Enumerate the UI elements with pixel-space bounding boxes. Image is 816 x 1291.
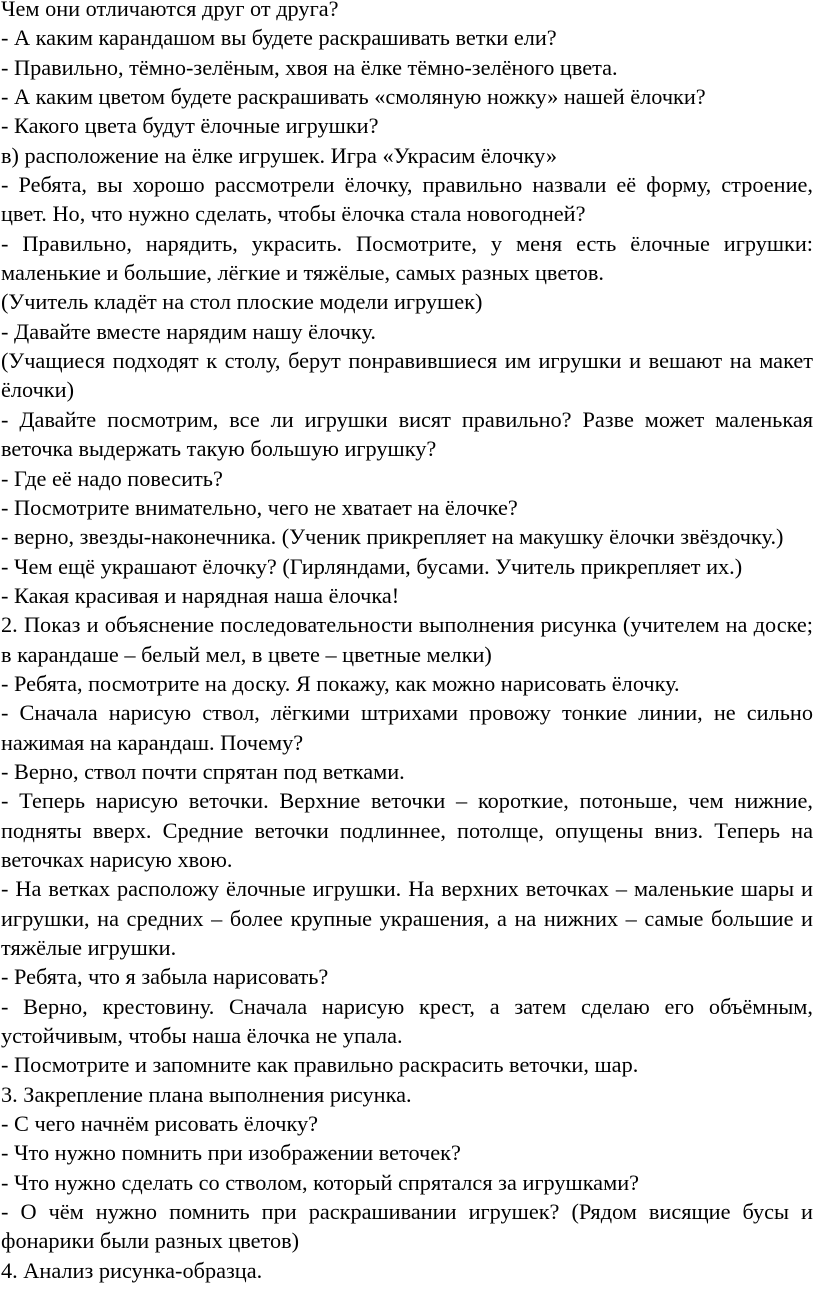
paragraph: - Сначала нарисую ствол, лёгкими штрихами провожу тонкие линии, не сильно нажимая на карандаш. Почему?	[1, 700, 813, 755]
paragraph: - Чем ещё украшают ёлочку? (Гирляндами, бусами. Учитель прикрепляет их.)	[1, 553, 743, 579]
paragraph: Чем они отличаются друг от друга?	[1, 0, 339, 21]
paragraph: - Правильно, тёмно-зелёным, хвоя на ёлке тёмно-зелёного цвета.	[1, 54, 618, 80]
paragraph: (Учитель кладёт на стол плоские модели игрушек)	[1, 289, 483, 315]
paragraph: - На ветках расположу ёлочные игрушки. На верхних веточках – маленькие шары и игрушки, на средних – более крупные украшения, а на нижних – самые большие и тяжёлые игрушки.	[1, 876, 813, 960]
paragraph: (Учащиеся подходят к столу, берут понравившиеся им игрушки и вешают на макет ёлочки)	[1, 348, 813, 403]
paragraph: 2. Показ и объяснение последовательности выполнения рисунка (учителем на доске; в карандаше – белый мел, в цвете – цветные мелки)	[1, 612, 813, 667]
paragraph: - верно, звезды-наконечника. (Ученик прикрепляет на макушку ёлочки звёздочку.)	[1, 524, 784, 550]
paragraph: - Какая красивая и нарядная наша ёлочка!	[1, 582, 400, 608]
paragraph: - Давайте посмотрим, все ли игрушки висят правильно? Разве может маленькая веточка выдержать такую большую игрушку?	[1, 406, 813, 462]
paragraph: - Правильно, нарядить, украсить. Посмотрите, у меня есть ёлочные игрушки: маленькие и большие, лёгкие и тяжёлые, самых разных цветов.	[1, 230, 813, 286]
paragraph: - Ребята, посмотрите на доску. Я покажу, как можно нарисовать ёлочку.	[1, 670, 680, 696]
paragraph: - Что нужно сделать со стволом, который спрятался за игрушками?	[1, 1169, 640, 1195]
paragraph: - Теперь нарисую веточки. Верхние веточки – короткие, потоньше, чем нижние, подняты вверх. Средние веточки подлиннее, потолще, опущены вниз. Теперь на веточках нарисую хвою.	[1, 788, 813, 872]
paragraph: - Посмотрите внимательно, чего не хватает на ёлочке?	[1, 494, 518, 520]
paragraph: 4. Анализ рисунка-образца.	[1, 1257, 263, 1283]
paragraph: - Давайте вместе нарядим нашу ёлочку.	[1, 318, 376, 344]
paragraph: - Верно, крестовину. Сначала нарисую крест, а затем сделаю его объёмным, устойчивым, чтобы наша ёлочка не упала.	[1, 993, 813, 1049]
paragraph: - Что нужно помнить при изображении веточек?	[1, 1140, 461, 1166]
paragraph: - Посмотрите и запомните как правильно раскрасить веточки, шар.	[1, 1052, 639, 1078]
paragraph: в) расположение на ёлке игрушек. Игра «Украсим ёлочку»	[1, 142, 558, 168]
paragraph: - А каким цветом будете раскрашивать «смоляную ножку» нашей ёлочки?	[1, 84, 706, 110]
paragraph: - О чём нужно помнить при раскрашивании игрушек? (Рядом висящие бусы и фонарики были разных цветов)	[1, 1199, 813, 1254]
paragraph: 3. Закрепление плана выполнения рисунка.	[1, 1081, 412, 1107]
paragraph: - С чего начнём рисовать ёлочку?	[1, 1111, 319, 1137]
paragraph: - Ребята, что я забыла нарисовать?	[1, 964, 329, 990]
paragraph: - Ребята, вы хорошо рассмотрели ёлочку, правильно назвали её форму, строение, цвет. Но, что нужно сделать, чтобы ёлочка стала новогодней?	[1, 172, 813, 227]
paragraph: - А каким карандашом вы будете раскрашивать ветки ели?	[1, 25, 557, 51]
paragraph: - Какого цвета будут ёлочные игрушки?	[1, 113, 379, 139]
paragraph: - Где её надо повесить?	[1, 465, 223, 491]
paragraph: - Верно, ствол почти спрятан под ветками.	[1, 758, 405, 784]
